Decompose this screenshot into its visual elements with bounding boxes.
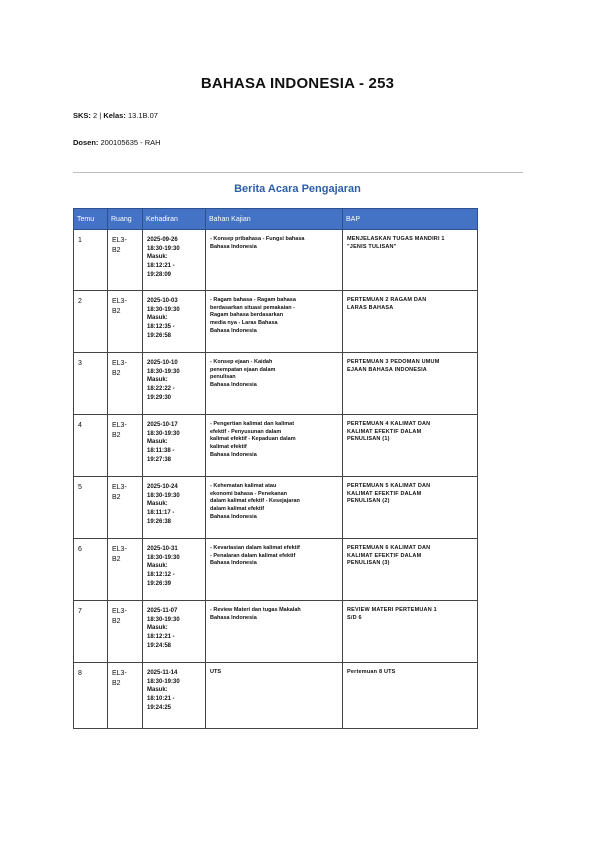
dosen-value: 200105635 - RAH <box>100 138 161 147</box>
cell-bap-line: KALIMAT EFEKTIF DALAM <box>347 490 422 497</box>
cell-ruang-line: EL3- <box>112 237 127 244</box>
cell-bahan-kajian-line: Bahasa Indonesia <box>210 614 257 621</box>
cell-kehadiran-line: 18:12:21 - <box>147 263 175 270</box>
cell-bap-line: KALIMAT EFEKTIF DALAM <box>347 552 422 559</box>
cell-kehadiran-line: 2025-09-26 <box>147 237 178 243</box>
cell-bap-line: KALIMAT EFEKTIF DALAM <box>347 428 422 435</box>
table-row <box>74 353 478 415</box>
cell-bahan-kajian-line: UTS <box>210 669 221 675</box>
cell-kehadiran-line: Masuk: <box>147 563 168 570</box>
cell-bahan-kajian-line: - Konsep pribahasa - Fungsi bahasa <box>210 236 305 242</box>
table-row <box>74 539 478 601</box>
cell-temu: 3 <box>74 353 108 415</box>
cell-bahan-kajian-line: - Kehematan kalimat atau <box>210 483 277 489</box>
cell-bahan-kajian <box>206 415 343 477</box>
table-row <box>74 477 478 539</box>
cell-temu: 2 <box>74 291 108 353</box>
cell-bap-line: PERTEMUAN 5 KALIMAT DAN <box>347 483 431 489</box>
cell-bahan-kajian-line: - Ragam bahasa - Ragam bahasa <box>210 297 296 303</box>
cell-bahan-kajian-line: penempatan ejaan dalam <box>210 366 276 373</box>
cell-temu: 1 <box>74 230 108 291</box>
cell-ruang <box>108 415 143 477</box>
cell-kehadiran-line: 18:11:38 - <box>147 448 175 455</box>
cell-kehadiran-line: 19:26:39 <box>147 580 172 587</box>
cell-bahan-kajian-line: kalimat efektif - Kepaduan dalam <box>210 436 296 443</box>
cell-kehadiran-line: Masuk: <box>147 501 168 508</box>
cell-bahan-kajian <box>206 291 343 353</box>
cell-kehadiran-line: 19:26:58 <box>147 332 172 339</box>
cell-temu: 6 <box>74 539 108 601</box>
cell-kehadiran-line: 18:30-19:30 <box>147 616 180 623</box>
cell-bap <box>343 291 478 353</box>
column-header-ruang: Ruang <box>108 209 143 230</box>
cell-bap <box>343 663 478 729</box>
cell-bap-line: PENULISAN (2) <box>347 498 390 505</box>
cell-bap-line: S/D 6 <box>347 614 362 621</box>
cell-bap-line: REVIEW MATERI PERTEMUAN 1 <box>347 607 437 613</box>
cell-bahan-kajian <box>206 539 343 601</box>
cell-kehadiran-line: 2025-11-14 <box>147 670 178 676</box>
cell-kehadiran-line: 18:30-19:30 <box>147 492 180 499</box>
cell-kehadiran-line: 2025-10-03 <box>147 298 178 304</box>
teaching-record-table <box>73 208 478 729</box>
cell-kehadiran <box>143 415 206 477</box>
cell-kehadiran-line: Masuk: <box>147 254 168 261</box>
column-header-temu: Temu <box>74 209 108 230</box>
cell-bahan-kajian-line: dalam kalimat efektif - Kesejajaran <box>210 498 300 505</box>
cell-bap-line: PERTEMUAN 2 RAGAM DAN <box>347 297 427 303</box>
cell-bap-line: Pertemuan 8 UTS <box>347 669 396 675</box>
cell-ruang-line: EL3- <box>112 670 127 677</box>
cell-kehadiran-line: 19:29:30 <box>147 394 172 401</box>
cell-bahan-kajian-line: Bahasa Indonesia <box>210 451 257 458</box>
sks-label: SKS: <box>73 111 91 120</box>
cell-temu: 7 <box>74 601 108 663</box>
column-header-kehadiran: Kehadiran <box>143 209 206 230</box>
cell-kehadiran-line: 18:30-19:30 <box>147 306 180 313</box>
cell-ruang <box>108 663 143 729</box>
cell-bahan-kajian-line: - Pengertian kalimat dan kalimat <box>210 421 295 427</box>
cell-ruang-line: B2 <box>112 494 121 502</box>
cell-ruang-line: B2 <box>112 680 121 688</box>
cell-ruang <box>108 539 143 601</box>
cell-bap-line: LARAS BAHASA <box>347 304 394 311</box>
cell-ruang-line: B2 <box>112 556 121 564</box>
cell-kehadiran-line: 19:27:38 <box>147 456 172 463</box>
cell-bap-line: PERTEMUAN 4 KALIMAT DAN <box>347 421 431 427</box>
cell-bahan-kajian-line: Bahasa Indonesia <box>210 513 257 520</box>
cell-ruang-line: EL3- <box>112 422 127 429</box>
cell-bap-line: PERTEMUAN 3 PEDOMAN UMUM <box>347 359 440 365</box>
cell-bahan-kajian <box>206 230 343 291</box>
cell-kehadiran-line: 2025-10-10 <box>147 360 178 366</box>
cell-kehadiran-line: 18:12:12 - <box>147 572 175 579</box>
cell-bahan-kajian-line: media nya - Laras Bahasa <box>210 320 278 327</box>
cell-kehadiran-line: 18:22:22 - <box>147 386 175 393</box>
cell-ruang <box>108 353 143 415</box>
column-header-bap: BAP <box>343 209 478 230</box>
cell-kehadiran <box>143 291 206 353</box>
cell-kehadiran-line: 18:30-19:30 <box>147 678 180 685</box>
cell-kehadiran-line: 19:24:25 <box>147 704 172 711</box>
cell-kehadiran-line: 2025-10-31 <box>147 546 178 552</box>
cell-ruang-line: EL3- <box>112 484 127 491</box>
cell-ruang-line: B2 <box>112 247 121 255</box>
cell-kehadiran-line: Masuk: <box>147 625 168 632</box>
cell-bap <box>343 477 478 539</box>
cell-kehadiran-line: 2025-10-24 <box>147 484 178 490</box>
cell-bahan-kajian-line: Bahasa Indonesia <box>210 243 257 250</box>
cell-kehadiran <box>143 477 206 539</box>
cell-bahan-kajian-line: kalimat efektif <box>210 444 247 451</box>
cell-ruang <box>108 601 143 663</box>
table-row <box>74 601 478 663</box>
cell-bahan-kajian-line: dalam kalimat efektif <box>210 506 265 513</box>
cell-bap-line: PENULISAN (3) <box>347 560 390 567</box>
cell-kehadiran-line: Masuk: <box>147 439 168 446</box>
table-header-row <box>74 209 478 230</box>
cell-bahan-kajian <box>206 477 343 539</box>
cell-bap <box>343 415 478 477</box>
cell-kehadiran-line: Masuk: <box>147 377 168 384</box>
cell-kehadiran <box>143 353 206 415</box>
cell-kehadiran-line: 18:30-19:30 <box>147 430 180 437</box>
cell-kehadiran-line: 18:30-19:30 <box>147 245 180 252</box>
cell-temu: 8 <box>74 663 108 729</box>
cell-temu: 4 <box>74 415 108 477</box>
cell-kehadiran-line: Masuk: <box>147 315 168 322</box>
cell-ruang-line: EL3- <box>112 608 127 615</box>
cell-kehadiran-line: 18:10:21 - <box>147 696 175 703</box>
cell-bahan-kajian-line: Bahasa Indonesia <box>210 382 257 389</box>
cell-bap-line: PENULISAN (1) <box>347 436 390 443</box>
cell-ruang-line: EL3- <box>112 360 127 367</box>
cell-kehadiran-line: 19:24:58 <box>147 642 172 649</box>
cell-bap-line: EJAAN BAHASA INDONESIA <box>347 366 427 373</box>
cell-kehadiran-line: 2025-11-07 <box>147 608 178 614</box>
section-title: Berita Acara Pengajaran <box>234 183 361 195</box>
cell-kehadiran <box>143 663 206 729</box>
divider <box>73 172 523 173</box>
cell-ruang-line: EL3- <box>112 546 127 553</box>
cell-ruang <box>108 477 143 539</box>
dosen-label: Dosen: <box>73 138 99 147</box>
cell-bahan-kajian-line: - Kevariasian dalam kalimat efektif <box>210 545 300 551</box>
cell-kehadiran <box>143 230 206 291</box>
cell-bahan-kajian-line: ekonomi bahasa - Penekanan <box>210 490 288 497</box>
kelas-label: Kelas: <box>103 111 126 120</box>
cell-kehadiran-line: Masuk: <box>147 687 168 694</box>
cell-kehadiran-line: 18:12:35 - <box>147 324 175 331</box>
cell-temu: 5 <box>74 477 108 539</box>
sks-value: 2 <box>93 111 98 120</box>
document-title: BAHASA INDONESIA - 253 <box>200 75 395 92</box>
cell-kehadiran <box>143 601 206 663</box>
cell-kehadiran-line: 18:11:17 - <box>147 510 175 517</box>
cell-ruang <box>108 230 143 291</box>
meta-separator: | <box>99 111 104 120</box>
cell-ruang-line: B2 <box>112 370 121 378</box>
cell-bahan-kajian-line: - Konsep ejaan - Kaidah <box>210 359 273 365</box>
lecturer-meta <box>73 138 161 147</box>
cell-kehadiran-line: 19:28:09 <box>147 271 172 278</box>
cell-bahan-kajian-line: - Review Materi dan tugas Makalah <box>210 607 301 613</box>
cell-kehadiran-line: 2025-10-17 <box>147 422 178 428</box>
cell-bap-line: PERTEMUAN 6 KALIMAT DAN <box>347 545 431 551</box>
kelas-value: 13.1B.07 <box>127 111 158 120</box>
cell-bap-line: MENJELASKAN TUGAS MANDIRI 1 <box>347 236 445 242</box>
cell-ruang <box>108 291 143 353</box>
cell-bahan-kajian-line: - Penalaran dalam kalimat efektif <box>210 552 296 559</box>
course-meta <box>73 111 158 120</box>
cell-bahan-kajian <box>206 601 343 663</box>
cell-bap <box>343 601 478 663</box>
cell-bap <box>343 230 478 291</box>
cell-kehadiran <box>143 539 206 601</box>
cell-bahan-kajian-line: efektif - Penyusunan dalam <box>210 428 282 435</box>
cell-ruang-line: EL3- <box>112 298 127 305</box>
cell-bahan-kajian-line: penulisan <box>210 374 236 381</box>
cell-bap <box>343 353 478 415</box>
cell-ruang-line: B2 <box>112 308 121 316</box>
cell-bahan-kajian-line: Bahasa Indonesia <box>210 560 257 567</box>
cell-bahan-kajian <box>206 663 343 729</box>
cell-kehadiran-line: 18:30-19:30 <box>147 368 180 375</box>
cell-bahan-kajian <box>206 353 343 415</box>
cell-bahan-kajian-line: Bahasa Indonesia <box>210 327 257 334</box>
table-row <box>74 291 478 353</box>
cell-bahan-kajian-line: berdasarkan situasi pemakaian - <box>210 304 295 311</box>
cell-kehadiran-line: 19:26:38 <box>147 518 172 525</box>
cell-ruang-line: B2 <box>112 432 121 440</box>
cell-kehadiran-line: 18:30-19:30 <box>147 554 180 561</box>
table-row <box>74 230 478 291</box>
cell-ruang-line: B2 <box>112 618 121 626</box>
table-row <box>74 415 478 477</box>
table-row <box>74 663 478 729</box>
column-header-bahan-kajian: Bahan Kajian <box>206 209 343 230</box>
cell-bap-line: "JENIS TULISAN" <box>347 243 397 250</box>
cell-bahan-kajian-line: Ragam bahasa berdasarkan <box>210 312 284 319</box>
cell-kehadiran-line: 18:12:21 - <box>147 634 175 641</box>
cell-bap <box>343 539 478 601</box>
